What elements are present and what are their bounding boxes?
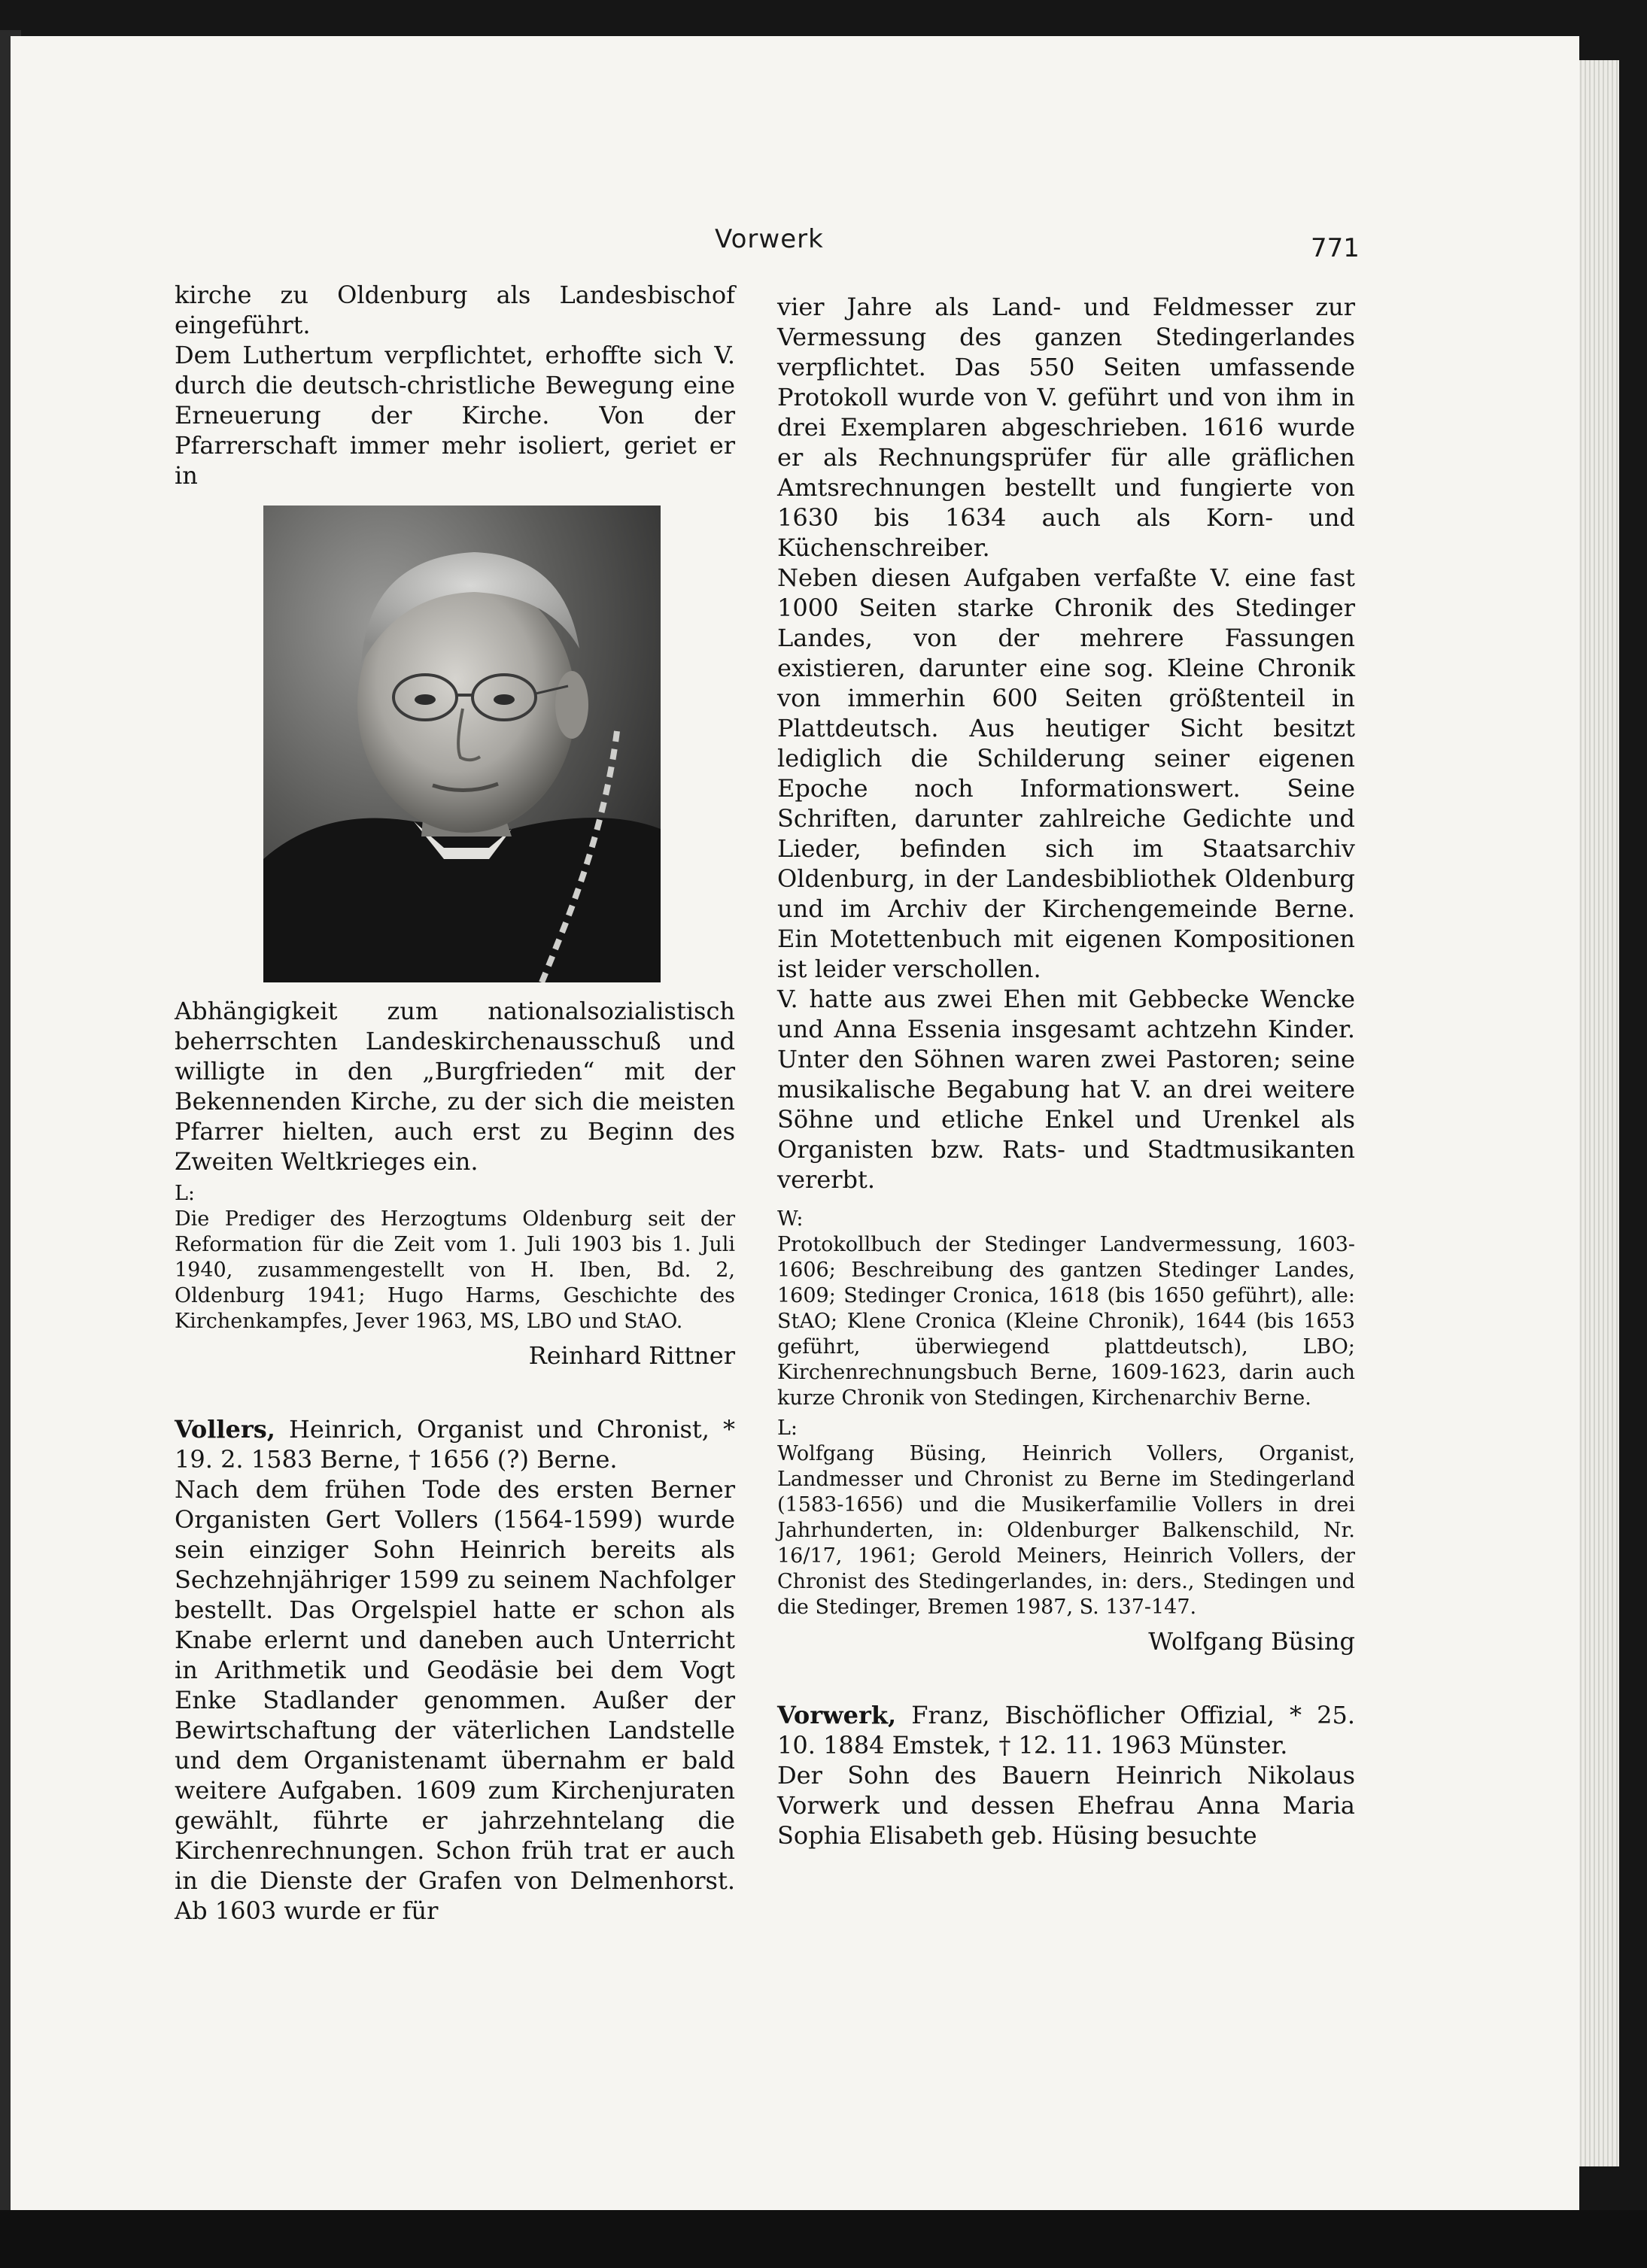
paragraph: vier Jahre als Land- und Feldmesser zur Vermessung des ganzen Stedingerlandes verpflichtet. Das 550 Seiten umfassende Protokoll wurde von V. geführt und von ihm in drei Exemplaren abgeschrieben. 1616 wurde er als Rechnungsprüfer für alle gräflichen Amtsrechnungen bestellt und fungierte von 1630 bis 1634 auch als Korn- und Küchenschreiber.: [777, 293, 1355, 562]
entry-name: Vollers,: [175, 1415, 275, 1444]
author-signature: Reinhard Rittner: [528, 1341, 735, 1370]
literature-label: L:: [777, 1416, 798, 1440]
works-label: W:: [777, 1207, 804, 1231]
author-signature: Wolfgang Büsing: [1148, 1627, 1355, 1656]
paragraph: kirche zu Oldenburg als Landesbischof eingeführt.: [175, 281, 735, 339]
entry-vorwerk: [777, 1700, 1355, 1760]
paragraph: Abhängigkeit zum nationalsozialistisch beherrschten Landeskirchenausschuß und willigte in den „Burgfrieden“ mit der Bekennenden Kirche, zu der sich die meisten Pfarrer hielten, auch erst zu Beginn des Zweiten Weltkrieges ein.: [175, 997, 735, 1176]
page-number: 771: [1311, 233, 1360, 263]
literature-list: Die Prediger des Herzogtums Oldenburg seit der Reformation für die Zeit vom 1. Juli 1903 bis 1. Juli 1940, zusammengestellt von H. Iben, Bd. 2, Oldenburg 1941; Hugo Harms, Geschichte des Kirchenkampfes, Jever 1963, MS, LBO und StAO.: [175, 1207, 735, 1333]
left-column: [175, 280, 735, 1926]
entry-vollers: [175, 1414, 735, 1474]
page-stack-edge: [1573, 60, 1619, 2166]
paragraph: Nach dem frühen Tode des ersten Berner Organisten Gert Vollers (1564-1599) wurde sein einziger Sohn Heinrich bereits als Sechzehnjähriger 1599 zu seinem Nachfolger bestellt. Das Orgelspiel hatte er schon als Knabe erlernt und daneben auch Unterricht in Arithmetik und Geodäsie bei dem Vogt Enke Stadlander genommen. Außer der Bewirtschaftung der väterlichen Landstelle und dem Organistenamt übernahm er bald weitere Aufgaben. 1609 zum Kirchenjuraten gewählt, führte er jahrzehntelang die Kirchenrechnungen. Schon früh trat er auch in die Dienste der Grafen von Delmenhorst. Ab 1603 wurde er für: [175, 1475, 735, 1925]
portrait-photo: [263, 506, 661, 982]
works-list: Protokollbuch der Stedinger Landvermessung, 1603-1606; Beschreibung des gantzen Stedinger Landes, 1609; Stedinger Cronica, 1618 (bis 1650 geführt), alle: StAO; Klene Cronica (Kleine Chronik), 1644 (bis 1653 geführt, überwiegend plattdeutsch), LBO; Kirchenrechnungsbuch Berne, 1609-1623, darin auch kurze Chronik von Stedingen, Kirchenarchiv Berne.: [777, 1233, 1355, 1410]
paragraph: Der Sohn des Bauern Heinrich Nikolaus Vorwerk und dessen Ehefrau Anna Maria Sophia Elisabeth geb. Hüsing besuchte: [777, 1761, 1355, 1850]
running-header: Vorwerk: [715, 224, 824, 254]
paragraph: V. hatte aus zwei Ehen mit Gebbecke Wencke und Anna Essenia insgesamt achtzehn Kinder. Unter den Söhnen waren zwei Pastoren; seine musikalische Begabung hat V. an drei weitere Söhne und etliche Enkel und Urenkel als Organisten bzw. Rats- und Stadtmusikanten vererbt.: [777, 985, 1355, 1194]
literature-list: Wolfgang Büsing, Heinrich Vollers, Organist, Landmesser und Chronist zu Berne im Stedingerland (1583-1656) und die Musikerfamilie Vollers in drei Jahrhunderten, in: Oldenburger Balkenschild, Nr. 16/17, 1961; Gerold Meiners, Heinrich Vollers, der Chronist des Stedingerlandes, in: ders., Stedingen und die Stedinger, Bremen 1987, S. 137-147.: [777, 1442, 1355, 1619]
portrait-image: [263, 506, 661, 982]
entry-heading: Franz, Bischöflicher Offizial, * 25. 10. 1884 Emstek, † 12. 11. 1963 Münster.: [777, 1701, 1355, 1759]
literature-label: L:: [175, 1182, 196, 1205]
entry-name: Vorwerk,: [777, 1701, 897, 1729]
paragraph: Neben diesen Aufgaben verfaßte V. eine fast 1000 Seiten starke Chronik des Stedinger Landes, von der mehrere Fassungen existieren, darunter eine sog. Kleine Chronik von immerhin 600 Seiten größtenteil in Plattdeutsch. Aus heutiger Sicht besitzt lediglich die Schilderung seiner eigenen Epoche noch Informationswert. Seine Schriften, darunter zahlreiche Gedichte und Lieder, befinden sich im Staatsarchiv Oldenburg, in der Landesbibliothek Oldenburg und im Archiv der Kirchengemeinde Berne. Ein Motettenbuch mit eigenen Kompositionen ist leider verschollen.: [777, 563, 1355, 983]
scan-bottom-edge: [0, 2210, 1647, 2268]
paragraph: Dem Luthertum verpflichtet, erhoffte sich V. durch die deutsch-christliche Bewegung eine Erneuerung der Kirche. Von der Pfarrerschaft immer mehr isoliert, geriet er in: [175, 341, 735, 490]
entry-heading: Heinrich, Organist und Chronist, * 19. 2. 1583 Berne, † 1656 (?) Berne.: [175, 1415, 735, 1474]
right-column: [777, 292, 1355, 1851]
